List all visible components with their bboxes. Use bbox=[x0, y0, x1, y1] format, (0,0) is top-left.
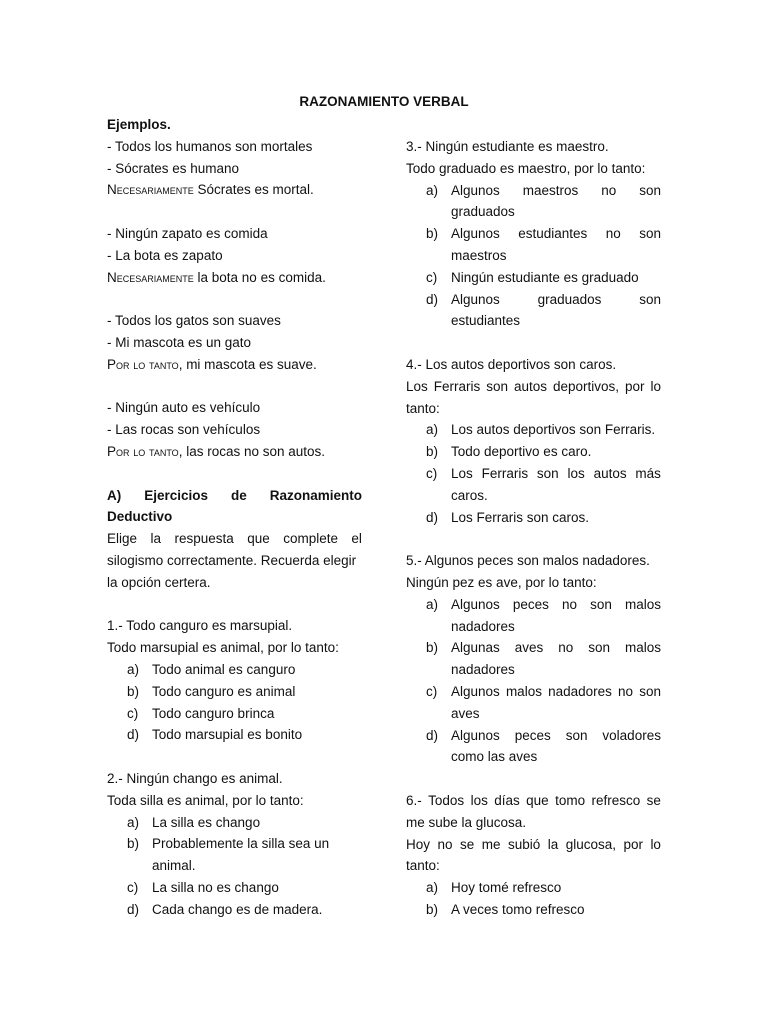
instruction-word: la bbox=[150, 531, 161, 547]
example-4-premise-2: - Las rocas son vehículos bbox=[107, 422, 261, 438]
question-6-premise: Hoy no se me subió la glucosa, por lo bbox=[406, 836, 661, 852]
option-text: Todo marsupial es bonito bbox=[152, 727, 303, 743]
conclusion-keyword: Necesariamente bbox=[107, 269, 194, 285]
option-letter: d) bbox=[426, 509, 439, 525]
question-5-option-c[interactable] bbox=[406, 681, 661, 703]
question-1-option-a[interactable] bbox=[107, 659, 362, 681]
instruction-word: el bbox=[351, 531, 362, 547]
question-1-option-b[interactable] bbox=[107, 681, 362, 703]
question-2-option-a[interactable] bbox=[107, 812, 362, 834]
question-6-option-a[interactable] bbox=[406, 877, 661, 899]
example-4-conclusion bbox=[107, 441, 362, 463]
question-3-premise: Todo graduado es maestro, por lo tanto: bbox=[406, 160, 646, 176]
example-2-premise-2: - La bota es zapato bbox=[107, 247, 223, 263]
question-4-option-d[interactable] bbox=[406, 507, 661, 529]
option-text: La silla es chango bbox=[152, 814, 261, 830]
option-text: Algunas aves no son malos bbox=[451, 640, 661, 656]
option-letter: a) bbox=[127, 661, 140, 677]
option-text-continuation: aves bbox=[451, 705, 480, 721]
question-3-option-c[interactable] bbox=[406, 267, 661, 289]
question-3-title: 3.- Ningún estudiante es maestro. bbox=[406, 139, 609, 154]
question-4-premise-cont: tanto: bbox=[406, 400, 440, 416]
right-column bbox=[406, 136, 661, 921]
example-2-conclusion bbox=[107, 267, 362, 289]
question-6-option-b[interactable] bbox=[406, 899, 661, 921]
question-1-option-c[interactable] bbox=[107, 703, 362, 725]
option-letter: c) bbox=[426, 465, 438, 481]
question-5-option-d[interactable] bbox=[406, 725, 661, 747]
section-a-instructions-1 bbox=[107, 528, 362, 550]
section-a-instructions-3: la opción certera. bbox=[107, 574, 211, 590]
option-text: Algunos estudiantes no son bbox=[451, 226, 661, 242]
page-title: RAZONAMIENTO VERBAL bbox=[299, 94, 469, 109]
option-text: La silla no es chango bbox=[152, 879, 279, 895]
example-1-premise-1: - Todos los humanos son mortales bbox=[107, 138, 313, 154]
option-letter: a) bbox=[127, 814, 140, 830]
question-5-option-a[interactable] bbox=[406, 594, 661, 616]
option-text: Probablemente la silla sea un bbox=[152, 836, 330, 852]
option-letter: d) bbox=[127, 901, 140, 917]
section-a-instructions-2: silogismo correctamente. Recuerda elegir bbox=[107, 552, 357, 568]
option-text: Todo deportivo es caro. bbox=[451, 444, 592, 460]
question-6-title-cont: me sube la glucosa. bbox=[406, 814, 527, 830]
option-text-continuation: estudiantes bbox=[451, 313, 521, 329]
question-3-option-b[interactable] bbox=[406, 223, 661, 245]
instruction-word: respuesta bbox=[174, 531, 234, 547]
option-letter: a) bbox=[426, 596, 439, 612]
question-2-title: 2.- Ningún chango es animal. bbox=[107, 770, 283, 786]
option-text: Algunos malos nadadores no son bbox=[451, 683, 661, 699]
question-2-option-b[interactable] bbox=[107, 833, 362, 855]
option-letter: d) bbox=[426, 291, 439, 307]
instruction-word: complete bbox=[283, 531, 338, 547]
question-4-premise: Los Ferraris son autos deportivos, por lo bbox=[406, 378, 661, 394]
option-text-continuation: animal. bbox=[152, 858, 196, 874]
instruction-word: Elige bbox=[107, 531, 138, 547]
option-text-continuation: nadadores bbox=[451, 618, 515, 634]
question-1-option-d[interactable] bbox=[107, 724, 362, 746]
option-text: Algunos peces son voladores bbox=[451, 727, 661, 743]
instruction-word: que bbox=[247, 531, 270, 547]
example-3-premise-2: - Mi mascota es un gato bbox=[107, 334, 252, 350]
conclusion-keyword: Necesariamente bbox=[107, 182, 194, 198]
option-text: Todo animal es canguro bbox=[152, 661, 296, 677]
conclusion-text: la bota no es comida. bbox=[193, 269, 326, 285]
option-letter: c) bbox=[426, 269, 438, 285]
heading-word: Ejercicios bbox=[144, 487, 209, 503]
option-letter: b) bbox=[426, 444, 439, 460]
option-text: Todo canguro es animal bbox=[152, 683, 296, 699]
conclusion-text: , mi mascota es suave. bbox=[178, 356, 317, 372]
option-letter: d) bbox=[127, 727, 140, 743]
option-letter: b) bbox=[426, 901, 439, 917]
option-letter: c) bbox=[127, 705, 139, 721]
section-a-heading-cont: Deductivo bbox=[107, 509, 173, 525]
option-text: Hoy tomé refresco bbox=[451, 880, 562, 896]
option-text: Cada chango es de madera. bbox=[152, 901, 323, 917]
examples-heading: Ejemplos. bbox=[107, 117, 171, 132]
example-4-premise-1: - Ningún auto es vehículo bbox=[107, 400, 261, 416]
question-1-title: 1.- Todo canguro es marsupial. bbox=[107, 618, 293, 634]
heading-word: Razonamiento bbox=[269, 487, 362, 503]
conclusion-text: Sócrates es mortal. bbox=[193, 182, 314, 198]
conclusion-keyword: Por lo tanto bbox=[107, 443, 179, 459]
option-text-continuation: caros. bbox=[451, 487, 488, 503]
example-1-conclusion bbox=[107, 179, 362, 201]
option-text: Algunos peces no son malos bbox=[451, 596, 661, 612]
option-text: Los Ferraris son los autos más bbox=[451, 465, 661, 481]
option-letter: a) bbox=[426, 182, 439, 198]
option-text-continuation: maestros bbox=[451, 247, 507, 263]
question-2-option-c[interactable] bbox=[107, 877, 362, 899]
option-letter: a) bbox=[426, 422, 439, 438]
option-letter: c) bbox=[127, 879, 139, 895]
heading-word: de bbox=[230, 487, 247, 503]
left-column bbox=[107, 114, 362, 920]
option-text-continuation: graduados bbox=[451, 204, 515, 220]
example-2-premise-1: - Ningún zapato es comida bbox=[107, 225, 268, 241]
option-letter: b) bbox=[426, 226, 439, 242]
example-3-premise-1: - Todos los gatos son suaves bbox=[107, 313, 281, 329]
option-text: Todo canguro brinca bbox=[152, 705, 275, 721]
question-6-title: 6.- Todos los días que tomo refresco se bbox=[406, 792, 661, 808]
option-letter: c) bbox=[426, 683, 438, 699]
conclusion-keyword: Por lo tanto bbox=[107, 356, 179, 372]
question-5-title: 5.- Algunos peces son malos nadadores. bbox=[406, 553, 650, 569]
option-letter: d) bbox=[426, 727, 439, 743]
question-5-option-b[interactable] bbox=[406, 637, 661, 659]
question-4-option-b[interactable] bbox=[406, 441, 661, 463]
heading-word: A) bbox=[107, 487, 122, 503]
question-5-premise: Ningún pez es ave, por lo tanto: bbox=[406, 574, 597, 590]
option-text: Algunos maestros no son bbox=[451, 182, 661, 198]
option-text: Algunos graduados son bbox=[451, 291, 661, 307]
option-text: Los autos deportivos son Ferraris. bbox=[451, 422, 656, 438]
example-1-premise-2: - Sócrates es humano bbox=[107, 160, 240, 176]
question-4-title: 4.- Los autos deportivos son caros. bbox=[406, 356, 617, 372]
question-2-option-d[interactable] bbox=[107, 899, 362, 921]
question-6-premise-cont: tanto: bbox=[406, 858, 440, 874]
question-4-option-a[interactable] bbox=[406, 419, 661, 441]
option-text-continuation: como las aves bbox=[451, 749, 538, 765]
option-letter: b) bbox=[127, 836, 140, 852]
question-2-premise: Toda silla es animal, por lo tanto: bbox=[107, 792, 304, 808]
question-4-option-c[interactable] bbox=[406, 463, 661, 485]
option-letter: b) bbox=[426, 640, 439, 656]
option-text-continuation: nadadores bbox=[451, 662, 515, 678]
question-3-option-a[interactable] bbox=[406, 180, 661, 202]
question-1-premise: Todo marsupial es animal, por lo tanto: bbox=[107, 640, 339, 656]
section-a-heading bbox=[107, 485, 362, 507]
option-letter: a) bbox=[426, 880, 439, 896]
example-3-conclusion bbox=[107, 354, 362, 376]
option-text: Ningún estudiante es graduado bbox=[451, 269, 639, 285]
option-letter: b) bbox=[127, 683, 140, 699]
question-3-option-d[interactable] bbox=[406, 289, 661, 311]
option-text: A veces tomo refresco bbox=[451, 901, 585, 917]
conclusion-text: , las rocas no son autos. bbox=[178, 443, 326, 459]
option-text: Los Ferraris son caros. bbox=[451, 509, 590, 525]
